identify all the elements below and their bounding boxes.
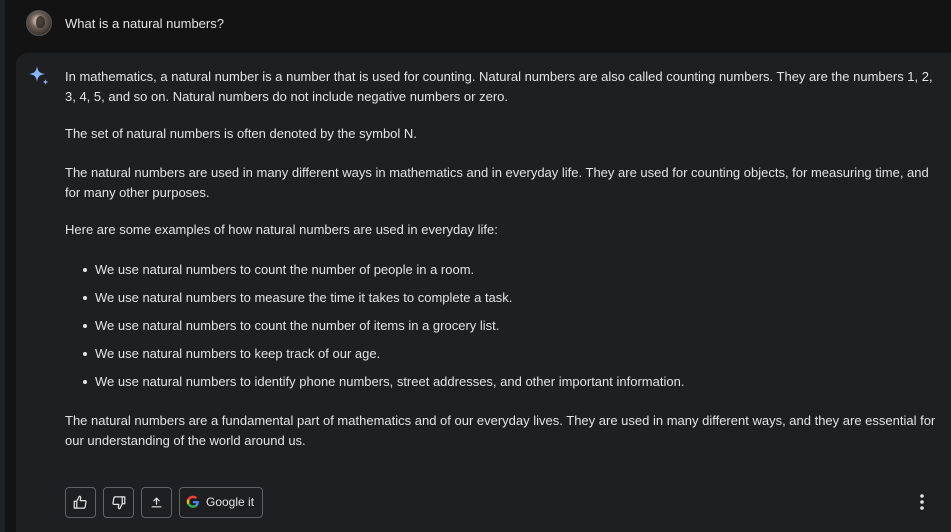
- google-g-icon: [186, 495, 200, 509]
- list-item: [65, 316, 945, 344]
- user-prompt-row: [26, 9, 224, 37]
- list-item-text: We use natural numbers to identify phone numbers, street addresses, and other important information.: [95, 374, 685, 389]
- google-it-label: Google it: [206, 495, 255, 509]
- thumbs-up-button[interactable]: [65, 487, 96, 518]
- response-paragraph: Here are some examples of how natural numbers are used in everyday life:: [65, 222, 498, 237]
- google-it-button[interactable]: [179, 487, 263, 518]
- bullet-dot: [83, 268, 87, 272]
- bullet-dot: [83, 324, 87, 328]
- avatar[interactable]: [26, 10, 52, 36]
- list-item-text: We use natural numbers to measure the time it takes to complete a task.: [95, 290, 513, 305]
- thumbs-up-icon: [73, 495, 88, 510]
- response-paragraph: The natural numbers are used in many different ways in mathematics and in everyday life. They are used for counting objects, for measuring time, and for many other purposes.: [65, 165, 929, 200]
- window-edge: [0, 0, 5, 532]
- response-card: [16, 53, 951, 532]
- list-item-text: We use natural numbers to keep track of our age.: [95, 346, 381, 361]
- examples-list: [65, 260, 945, 400]
- list-item-text: We use natural numbers to count the number of items in a grocery list.: [95, 318, 500, 333]
- share-icon: [150, 496, 163, 509]
- list-item: [65, 344, 945, 372]
- list-item: [65, 260, 945, 288]
- thumbs-down-button[interactable]: [103, 487, 134, 518]
- share-button[interactable]: [141, 487, 172, 518]
- list-item: [65, 288, 945, 316]
- user-prompt-text: What is a natural numbers?: [65, 15, 224, 31]
- list-item: [65, 372, 945, 400]
- more-vert-icon: [920, 494, 924, 510]
- response-paragraph: The natural numbers are a fundamental part of mathematics and of our everyday lives. They are used in many different ways, and they are essential for our understanding of the world around us.: [65, 413, 936, 448]
- thumbs-down-icon: [111, 495, 126, 510]
- response-actions: [65, 486, 263, 518]
- bullet-dot: [83, 352, 87, 356]
- list-item-text: We use natural numbers to count the number of people in a room.: [95, 262, 475, 277]
- bullet-dot: [83, 380, 87, 384]
- bullet-dot: [83, 296, 87, 300]
- response-paragraph: The set of natural numbers is often denoted by the symbol N.: [65, 126, 417, 141]
- more-options-button[interactable]: [912, 490, 932, 514]
- sparkle-icon: [28, 65, 50, 87]
- response-paragraph: In mathematics, a natural number is a number that is used for counting. Natural numbers are also called counting numbers. They are the numbers 1, 2, 3, 4, 5, and so on. Natural numbers do not include negative numbers or zero.: [65, 69, 933, 104]
